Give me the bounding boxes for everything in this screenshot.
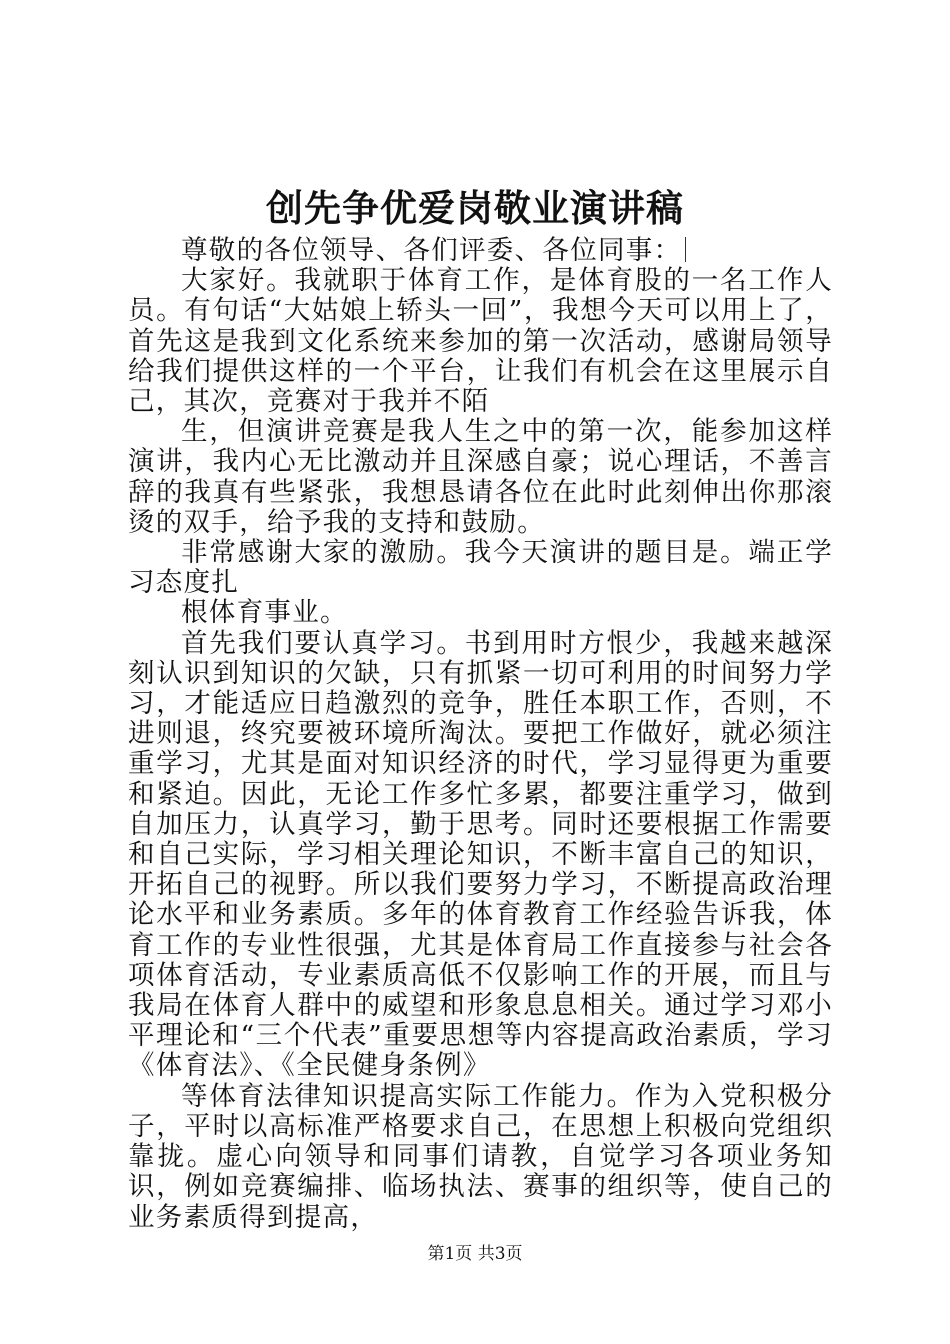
- body-paragraph: 根体育事业。: [181, 597, 348, 629]
- salutation-text: 尊敬的各位领导、各们评委、各位同事：: [181, 235, 682, 266]
- body-paragraph: 大家好。我就职于体育工作，是体育股的一名工作人员。有句话“大姑娘上轿头一回”，我想今天可以用上了，首先这是我到文化系统来参加的第一次活动，感谢局领导给我们提供这样的一个平台，让我们有机会在这里展示自己，其次，竞赛对于我并不陌: [128, 265, 833, 418]
- body-paragraph: 等体育法律知识提高实际工作能力。作为入党积极分子，平时以高标准严格要求自己，在思想上积极向党组织靠拢。虚心向领导和同事们请教，自觉学习各项业务知识，例如竞赛编排、临场执法、赛事的组织等，使自己的业务素质得到提高，: [128, 1080, 833, 1233]
- salutation-paragraph: [128, 236, 833, 266]
- document-body: [128, 236, 833, 1233]
- body-paragraph: 生，但演讲竞赛是我人生之中的第一次，能参加这样演讲，我内心无比激动并且深感自豪；说心理话，不善言辞的我真有些紧张，我想恳请各位在此时此刻伸出你那滚烫的双手，给予我的支持和鼓励。: [128, 416, 833, 538]
- body-paragraph: 非常感谢大家的激励。我今天演讲的题目是。端正学习态度扎: [128, 537, 833, 599]
- text-cursor: [685, 237, 686, 262]
- page-title: 创先争优爱岗敬业演讲稿: [266, 186, 684, 230]
- body-paragraph: 首先我们要认真学习。书到用时方恨少，我越来越深刻认识到知识的欠缺，只有抓紧一切可利用的时间努力学习，才能适应日趋激烈的竞争，胜任本职工作，否则，不进则退，终究要被环境所淘汰。要把工作做好，就必须注重学习，尤其是面对知识经济的时代，学习显得更为重要和紧迫。因此，无论工作多忙多累，都要注重学习，做到自加压力，认真学习，勤于思考。同时还要根据工作需要和自己实际，学习相关理论知识，不断丰富自己的知识，开拓自己的视野。所以我们要努力学习，不断提高政治理论水平和业务素质。多年的体育教育工作经验告诉我，体育工作的专业性很强，尤其是体育局工作直接参与社会各项体育活动，专业素质高低不仅影响工作的开展，而且与我局在体育人群中的威望和形象息息相关。通过学习邓小平理论和“三个代表”重要思想等内容提高政治素质，学习《体育法》、《全民健身条例》: [128, 627, 833, 1082]
- page-number-footer: 第1页 共3页: [427, 1244, 523, 1264]
